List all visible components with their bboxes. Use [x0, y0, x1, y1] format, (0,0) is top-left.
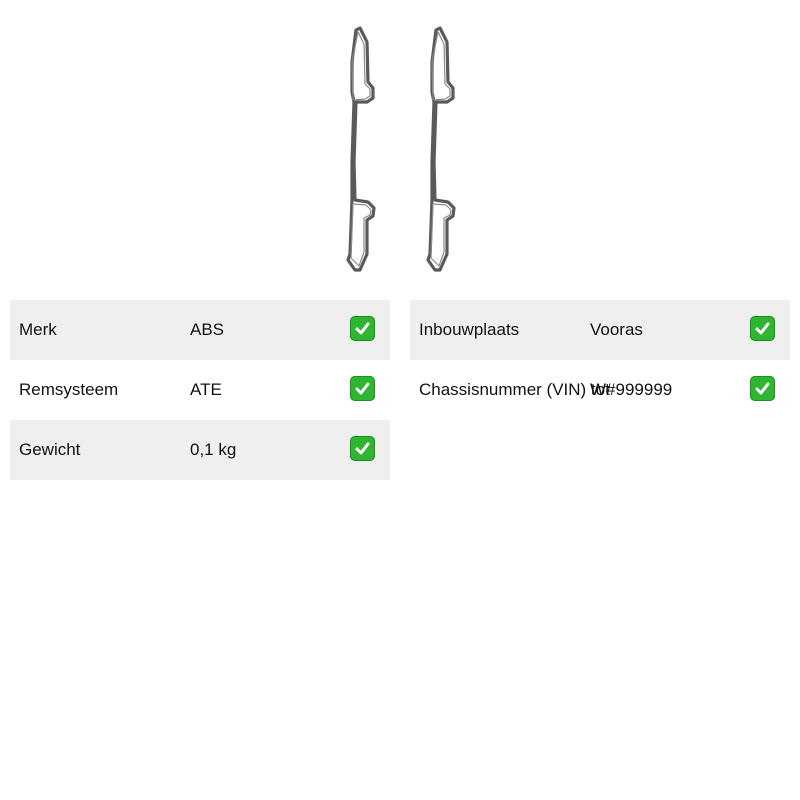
product-image — [330, 22, 470, 278]
spec-label: Chassisnummer (VIN) tot — [419, 380, 610, 399]
spec-value: ABS — [190, 320, 225, 339]
check-box-icon — [350, 316, 375, 341]
spec-value: Vooras — [590, 320, 643, 339]
check-box-icon — [750, 376, 775, 401]
spec-row-remsysteem — [10, 360, 390, 420]
spec-value: ATE — [190, 380, 222, 399]
brake-pad-spring-clip-pair-icon — [330, 22, 470, 278]
spec-value: 0,1 kg — [190, 440, 237, 459]
spec-label: Remsysteem — [19, 380, 119, 399]
spec-row-inbouwplaats — [410, 300, 790, 360]
spec-value: W#999999 — [590, 380, 673, 399]
spec-table-left — [10, 300, 390, 480]
spec-label: Merk — [19, 320, 57, 339]
check-box-icon — [350, 376, 375, 401]
check-box-icon — [350, 436, 375, 461]
spec-row-gewicht — [10, 420, 390, 480]
spec-table-right — [410, 300, 790, 420]
spec-label: Inbouwplaats — [419, 320, 520, 339]
spec-label: Gewicht — [19, 440, 81, 459]
check-box-icon — [750, 316, 775, 341]
spec-row-merk — [10, 300, 390, 360]
spec-row-chassisnummer — [410, 360, 790, 420]
